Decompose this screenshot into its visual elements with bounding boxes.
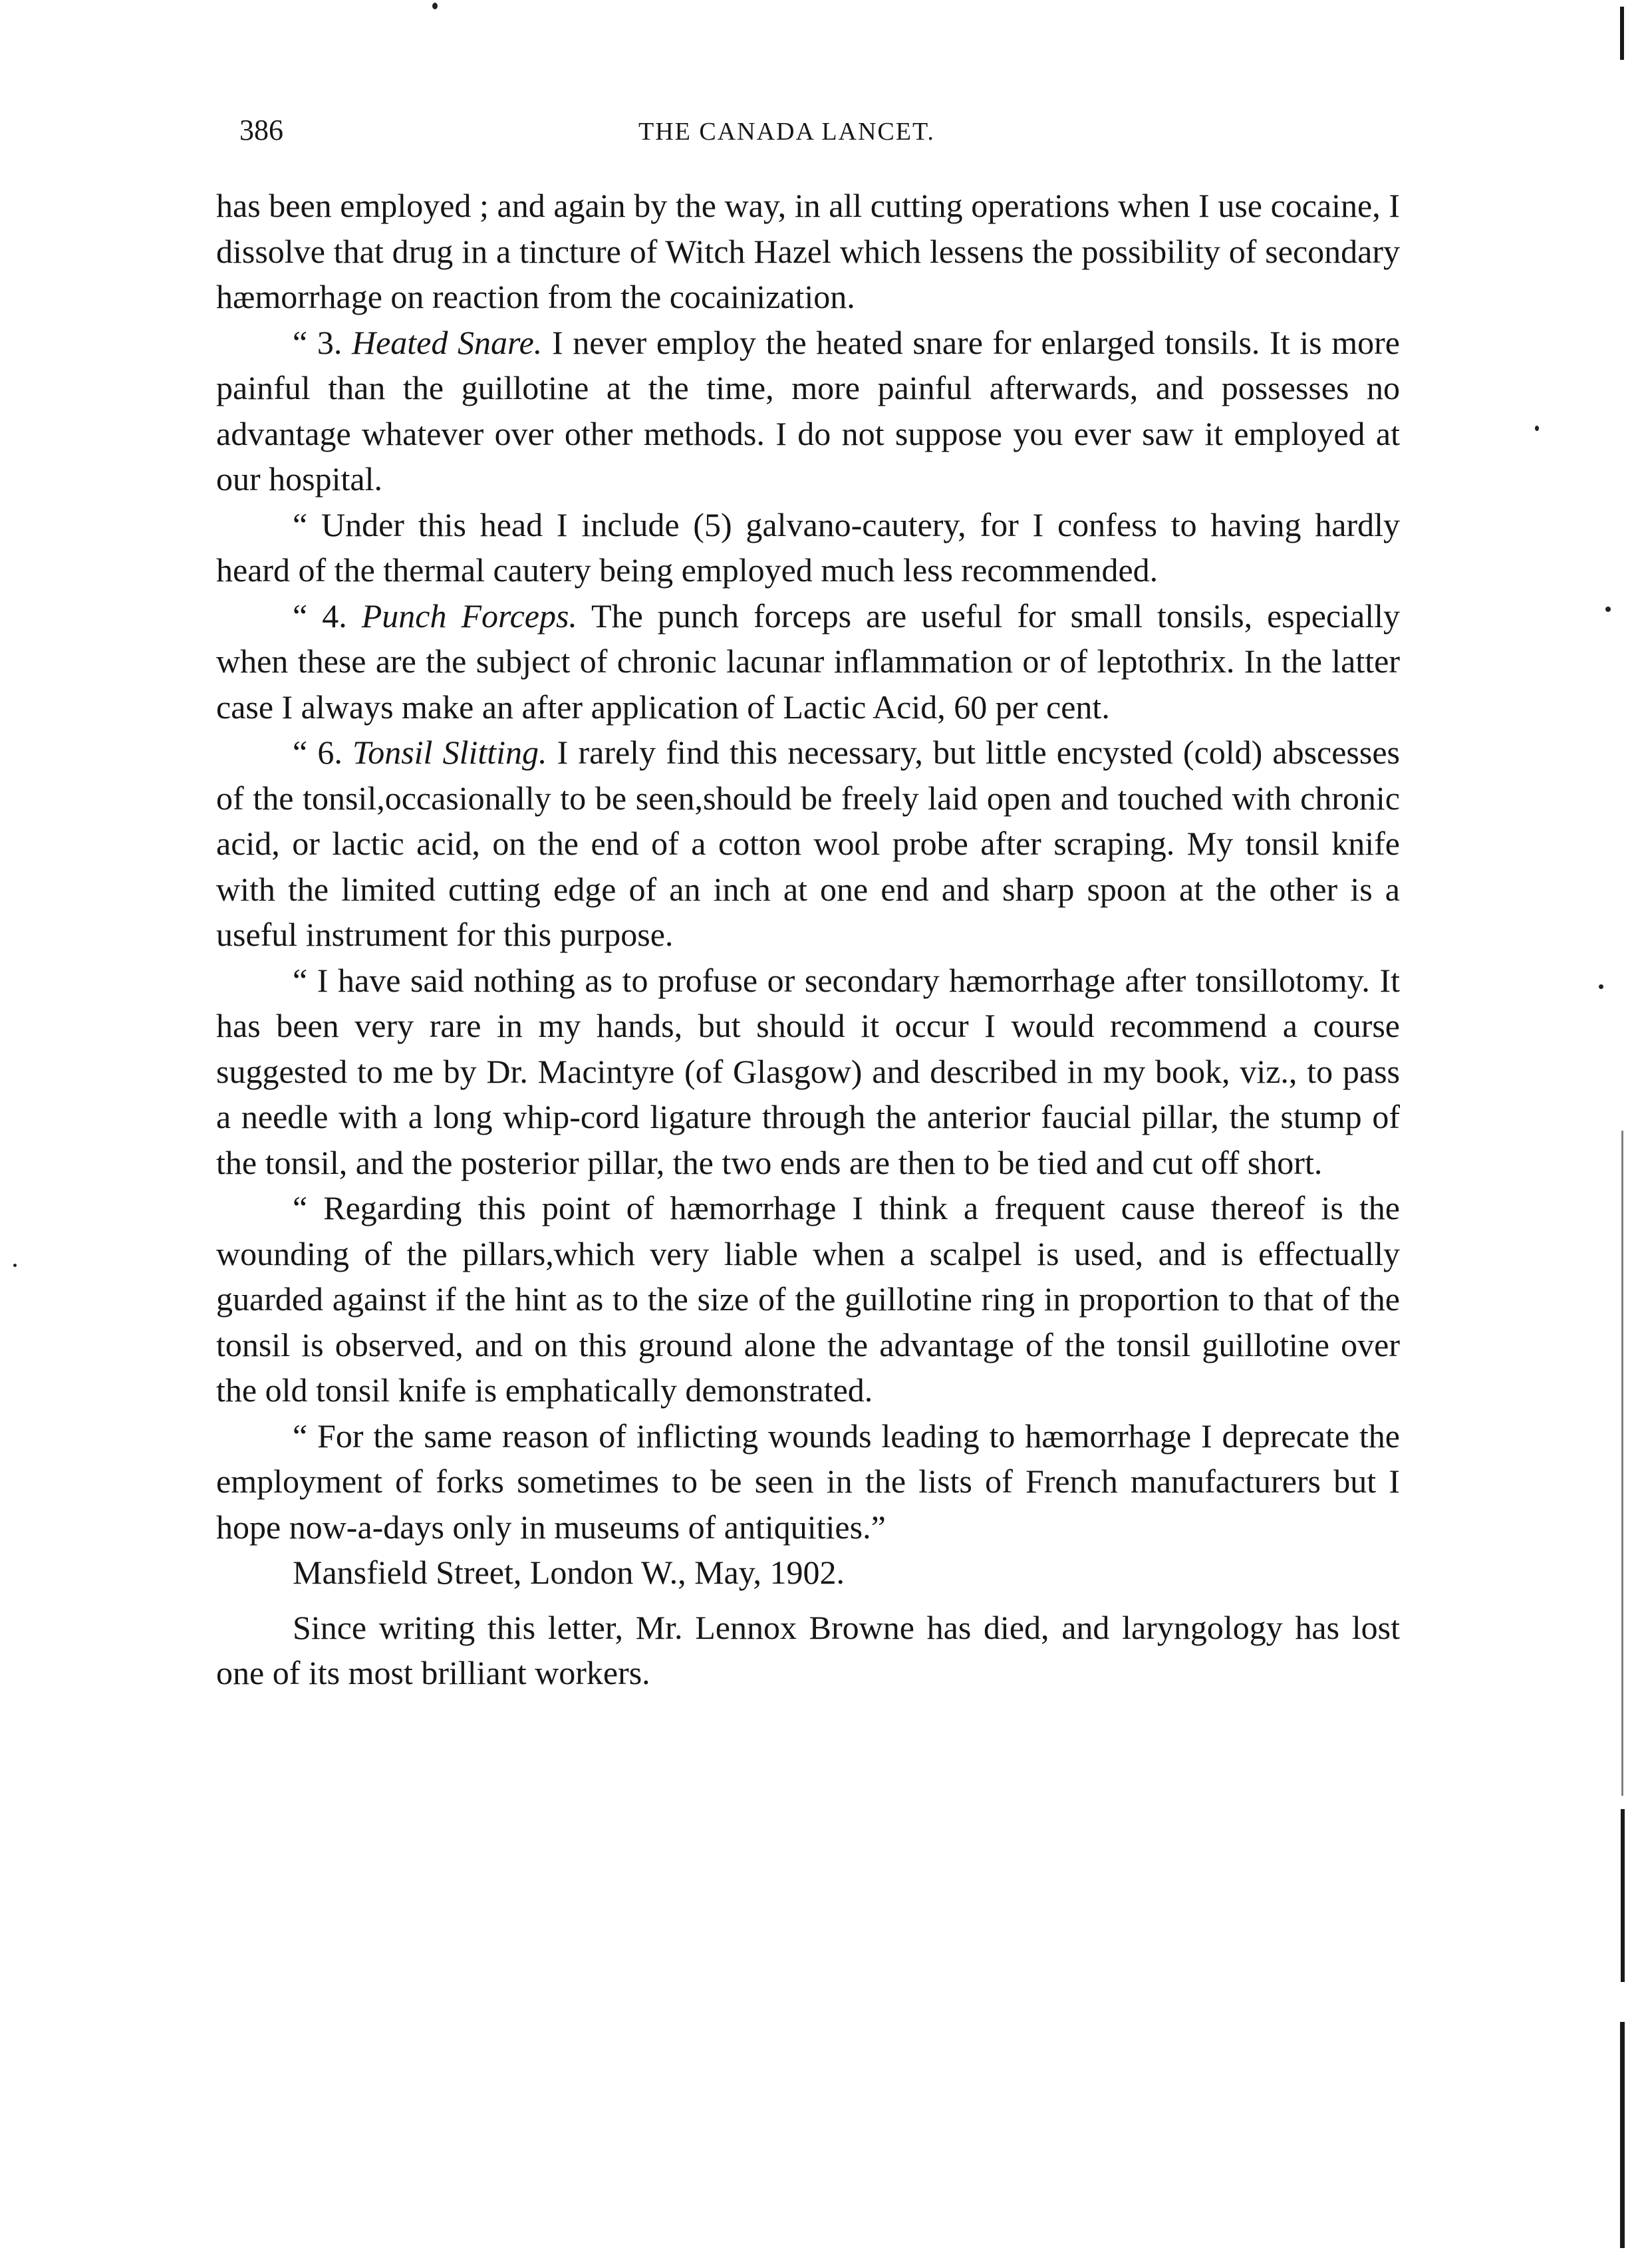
paragraph-forks: “ For the same reason of inflicting wounds leading to hæmorrhage I deprecate the employment of forks sometimes to be seen in the lists of French manufacturers but I hope now-a-days only in museums of antiquities.”: [216, 1417, 1400, 1546]
section-heading-tonsil-slitting: Tonsil Slitting.: [352, 734, 547, 771]
scan-streak: [1621, 1131, 1623, 1796]
article-body: [216, 183, 1400, 1696]
paragraph-heated-snare: “ 3. Heated Snare. I never employ the heated snare for enlarged tonsils. It is more painful than the guillotine at the time, more painful afterwards, and possesses no advantage whatever over other methods. I do not suppose you ever saw it employed at our hospital.: [216, 323, 1400, 497]
scan-speck: [432, 3, 438, 9]
paragraph-secondary-haemorrhage: “ I have said nothing as to profuse or secondary hæmorrhage after tonsillotomy. It has been very rare in my hands, but should it occur I would recommend a course suggested to me by Dr. Macintyre (of Glasgow) and described in my book, viz., to pass a needle with a long whip-cord ligature through the anterior faucial pillar, the stump of the tonsil, and the posterior pillar, the two ends are then to be tied and cut off short.: [216, 961, 1400, 1181]
paragraph-galvano-cautery: “ Under this head I include (5) galvano-cautery, for I confess to having hardly heard of the thermal cautery being employed much less recommended.: [216, 505, 1400, 589]
running-head: [239, 113, 1397, 160]
scan-edge-artifacts: [1617, 0, 1628, 2268]
scan-streak: [1620, 7, 1624, 60]
page-number: 386: [239, 114, 283, 146]
paragraph-tonsil-slitting: “ 6. Tonsil Slitting. I rarely find this necessary, but little encysted (cold) abscesses of the tonsil,occasionally to be seen,should be freely laid open and touched with chronic acid, or lactic acid, on the end of a cotton wool probe after scraping. My tonsil knife with the limited cutting edge of an inch at one end and sharp spoon at the other is a useful instrument for this purpose.: [216, 734, 1400, 953]
scan-speck: [1599, 984, 1603, 989]
section-heading-punch-forceps: Punch Forceps.: [361, 597, 577, 635]
scan-speck: [1605, 607, 1611, 612]
paragraph-postscript: Since writing this letter, Mr. Lennox Browne has died, and laryngology has lost one of its most brilliant workers.: [216, 1608, 1400, 1691]
scan-streak: [1621, 1809, 1625, 1982]
paragraph-continuation: has been employed ; and again by the way, in all cutting operations when I use cocaine, I dissolve that drug in a tincture of Witch Hazel which lessens the possibility of secondary hæmorrhage on reaction from the cocainization.: [216, 187, 1400, 315]
journal-title: THE CANADA LANCET.: [638, 118, 935, 146]
signature-line: Mansfield Street, London W., May, 1902.: [293, 1554, 845, 1591]
paragraph-pillars: “ Regarding this point of hæmorrhage I think a frequent cause thereof is the wounding of the pillars,which very liable when a scalpel is used, and is effectually guarded against if the hint as to the size of the guillotine ring in proportion to that of the tonsil is observed, and on this ground alone the advantage of the tonsil guillotine over the old tonsil knife is emphatically demonstrated.: [216, 1189, 1400, 1409]
paragraph-punch-forceps: “ 4. Punch Forceps. The punch forceps are useful for small tonsils, especially when these are the subject of chronic lacunar inflammation or of leptothrix. In the latter case I always make an after application of Lactic Acid, 60 per cent.: [216, 597, 1400, 726]
scan-streak: [1620, 2022, 1625, 2248]
scan-speck: [13, 1264, 17, 1267]
section-heading-heated-snare: Heated Snare.: [351, 323, 543, 361]
scan-speck: [1535, 426, 1539, 431]
